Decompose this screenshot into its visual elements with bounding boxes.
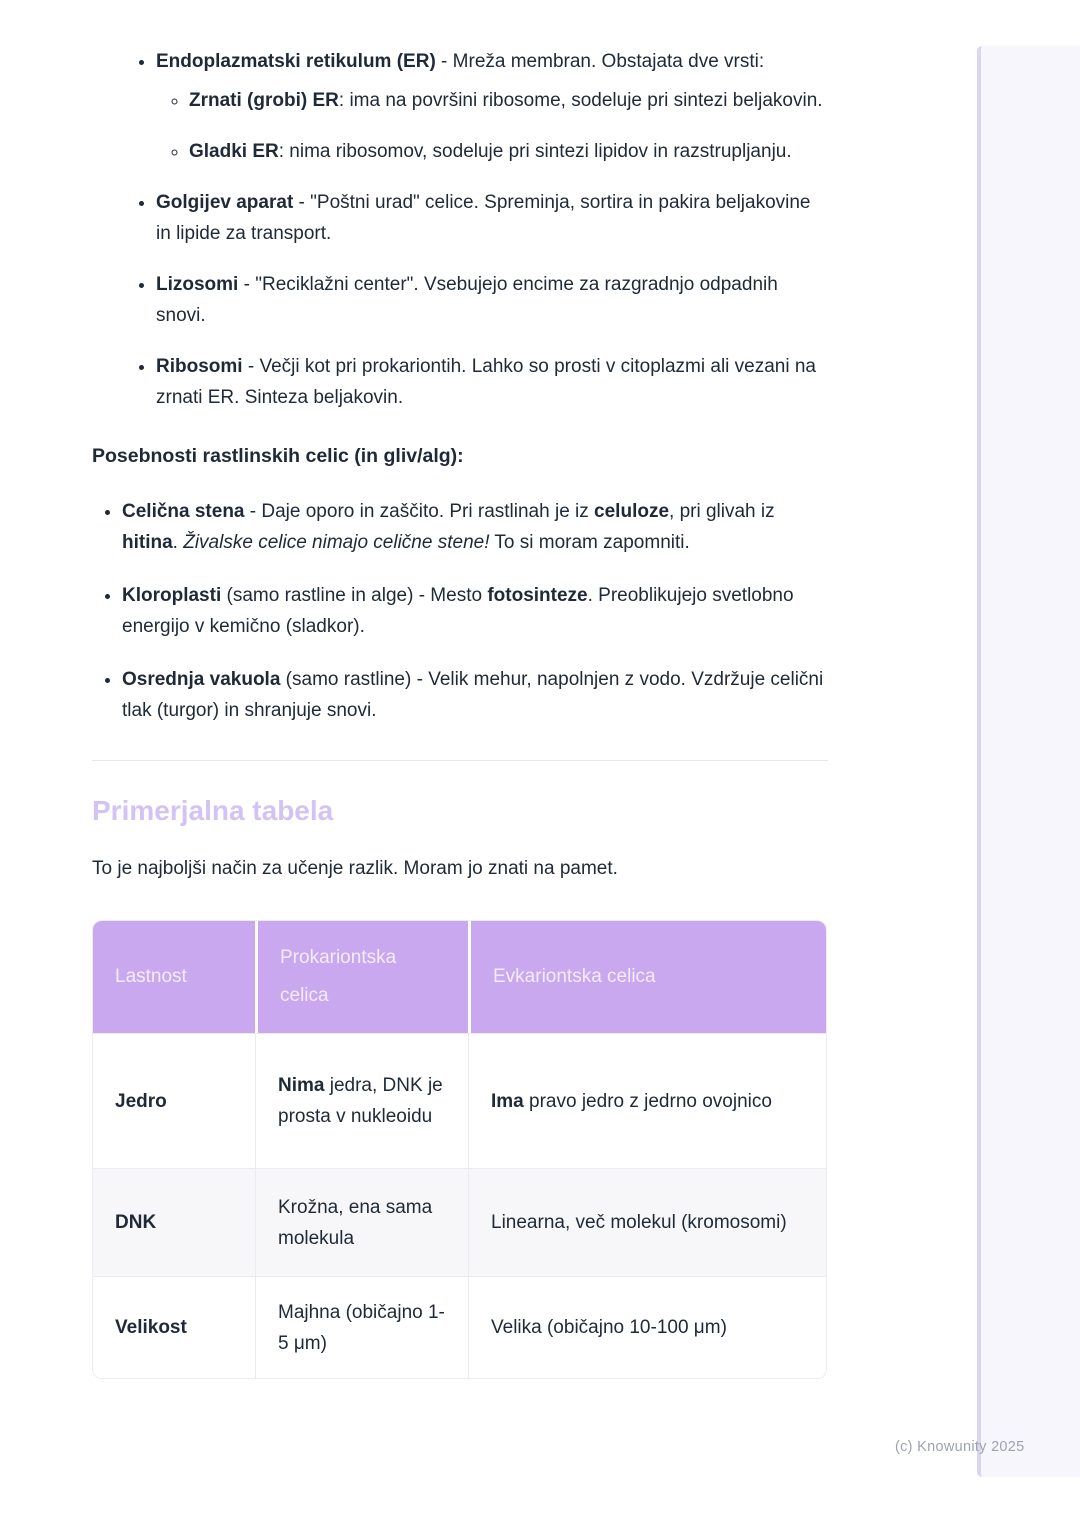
list-item-text: Golgijev aparat - "Poštni urad" celice. Spreminja, sortira in pakira beljakovine in lipide za transport. (156, 192, 811, 244)
prok-cell: Majhna (običajno 1-5 μm) (255, 1276, 468, 1378)
table-row (93, 1168, 826, 1276)
list-item (189, 85, 828, 116)
list-item (122, 664, 828, 726)
table-header-row (93, 921, 826, 1033)
row-label-cell: Velikost (93, 1276, 255, 1378)
list-item-text: Celična stena - Daje oporo in zaščito. Pri rastlinah je iz celuloze, pri glivah iz hitina. Živalske celice nimajo celične stene! To si moram zapomniti. (122, 501, 775, 553)
table-row (93, 1033, 826, 1168)
prok-cell: Nima jedra, DNK je prosta v nukleoidu (255, 1033, 468, 1168)
list-item (156, 351, 828, 413)
header-cell-evkariontska: Evkariontska celica (468, 921, 826, 1033)
section-divider (92, 760, 828, 761)
page-edge-strip (977, 46, 1080, 1477)
row-label-cell: DNK (93, 1168, 255, 1276)
er-sub-list (156, 85, 828, 167)
intro-paragraph: To je najboljši način za učenje razlik. Moram jo znati na pamet. (92, 858, 618, 879)
evk-cell: Velika (običajno 10-100 μm) (468, 1276, 826, 1378)
header-cell-lastnost: Lastnost (93, 921, 255, 1033)
list-item-text: Osrednja vakuola (samo rastline) - Velik mehur, napolnjen z vodo. Vzdržuje celični tlak (turgor) in shranjuje snovi. (122, 669, 824, 721)
list-item-text: Endoplazmatski retikulum (ER) - Mreža membran. Obstajata dve vrsti: (156, 51, 765, 72)
subsection-heading: Posebnosti rastlinskih celic (in gliv/alg): (92, 445, 464, 467)
plant-cell-features-list (92, 496, 828, 726)
list-item (156, 269, 828, 331)
header-cell-prokariontska: Prokariontska celica (255, 921, 468, 1033)
comparison-table-grid (93, 921, 826, 1378)
list-item-text: Zrnati (grobi) ER: ima na površini ribosome, sodeluje pri sintezi beljakovin. (189, 90, 823, 111)
document-content (92, 0, 828, 1379)
list-item-text: Lizosomi - "Reciklažni center". Vsebujejo encime za razgradnjo odpadnih snovi. (156, 274, 778, 326)
section-title: Primerjalna tabela (92, 795, 334, 826)
organelles-list (92, 46, 828, 413)
prok-cell: Krožna, ena sama molekula (255, 1168, 468, 1276)
row-label-cell: Jedro (93, 1033, 255, 1168)
list-item (156, 187, 828, 249)
list-item-text: Gladki ER: nima ribosomov, sodeluje pri sintezi lipidov in razstrupljanju. (189, 141, 792, 162)
evk-cell: Ima pravo jedro z jedrno ovojnico (468, 1033, 826, 1168)
list-item (156, 46, 828, 167)
table-row (93, 1276, 826, 1378)
evk-cell: Linearna, več molekul (kromosomi) (468, 1168, 826, 1276)
list-item (189, 136, 828, 167)
watermark: (c) Knowunity 2025 (895, 1439, 1025, 1455)
list-item-text: Kloroplasti (samo rastline in alge) - Mesto fotosinteze. Preoblikujejo svetlobno energijo v kemično (sladkor). (122, 585, 794, 637)
list-item-text: Ribosomi - Večji kot pri prokariontih. Lahko so prosti v citoplazmi ali vezani na zrnati ER. Sinteza beljakovin. (156, 356, 816, 408)
comparison-table (92, 920, 827, 1379)
list-item (122, 580, 828, 642)
list-item (122, 496, 828, 558)
